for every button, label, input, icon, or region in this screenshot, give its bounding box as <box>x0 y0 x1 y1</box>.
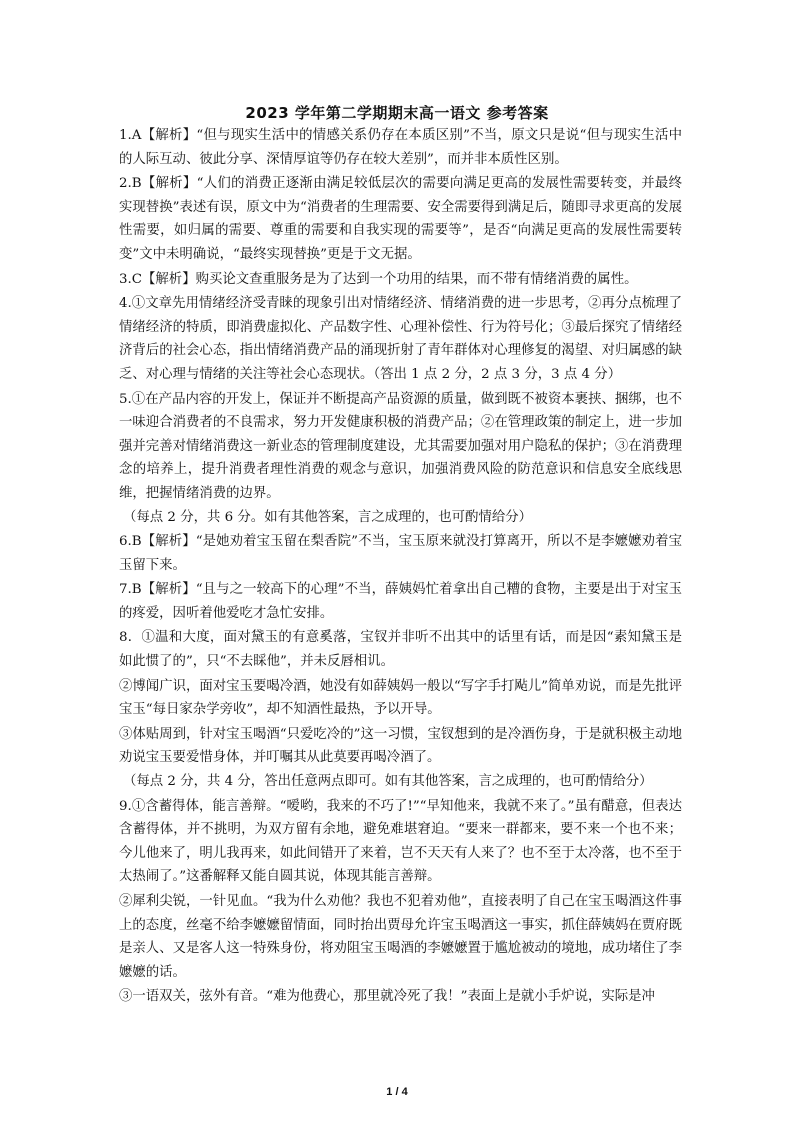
answer-paragraph-6: 6.B【解析】“是她劝着宝玉留在梨香院”不当，宝玉原来就没打算离开，所以不是李嬷嬷劝着宝玉留下来。 <box>119 534 682 573</box>
answer-paragraph-9-1: 9.①含蓄得体，能言善辩。“嗳哟，我来的不巧了!”“早知他来，我就不来了。”虽有醋意，但表达含蓄得体，并不挑明，为双方留有余地，避免难堪窘迫。“要来一群都来，要不来一个也不来；今儿他来了，明儿我再来，如此间错开了来着，岂不天天有人来了？也不至于太冷落，也不至于太热闹了。”这番解释又能自圆其说，体现其能言善辩。 <box>119 798 682 885</box>
scoring-note-8: （每点 2 分，共 4 分，答出任意两点即可。如有其他答案，言之成理的，也可酌情给分） <box>123 774 653 790</box>
answer-paragraph-4: 4.①文章先用情绪经济受青睐的现象引出对情绪经济、情绪消费的进一步思考，②再分点梳理了情绪经济的特质，即消费虚拟化、产品数字性、心理补偿性、行为符号化；③最后探究了情绪经济背后的社会心态，指出情绪消费产品的涌现折射了青年群体对心理修复的渴望、对归属感的缺乏、对心理与情绪的关注等社会心态现状。（答出 1 点 2 分，2 点 3 分，3 点 4 分） <box>119 296 682 382</box>
answer-paragraph-8-2: ②博闻广识，面对宝玉要喝冷酒，她没有如薛姨妈一般以“写字手打飐儿”简单劝说，而是先批评宝玉“每日家杂学旁收”，却不知酒性最热，予以开导。 <box>119 678 682 718</box>
answer-paragraph-5: 5.①在产品内容的开发上，保证并不断提高产品资源的质量，做到既不被资本裹挟、捆绑，也不一味迎合消费者的不良需求，努力开发健康积极的消费产品；②在管理政策的制定上，进一步加强并完善对情绪消费这一新业态的管理制度建设，尤其需要加强对用户隐私的保护；③在消费理念的培养上，提升消费者理性消费的观念与意识，加强消费风险的防范意识和信息安全底线思维，把握情绪消费的边界。 <box>119 391 682 501</box>
answer-paragraph-8-1: 8．①温和大度，面对黛玉的有意奚落，宝钗并非听不出其中的话里有话，而是因“素知黛玉是如此惯了的”，只“不去睬他”，并未反唇相讥。 <box>119 630 682 670</box>
page-number: 1 / 4 <box>386 1086 408 1098</box>
answer-paragraph-2: 2.B【解析】“人们的消费正逐渐由满足较低层次的需要向满足更高的发展性需要转变，并最终实现替换”表述有误，原文中为“消费者的生理需要、安全需要得到满足后，随即寻求更高的发展性需要，如归属的需要、尊重的需要和自我实现的需要等”，是否“向满足更高的发展性需要转变”文中未明确说，“最终实现替换”更是于文无据。 <box>119 176 682 262</box>
answer-paragraph-9-3: ③一语双关，弦外有音。“难为他费心，那里就冷死了我！”表面上是就小手炉说，实际是冲 <box>119 989 655 1005</box>
scoring-note-5: （每点 2 分，共 6 分。如有其他答案，言之成理的，也可酌情给分） <box>123 509 533 525</box>
document-title: 2023 学年第二学期期末高一语文 参考答案 <box>245 104 549 122</box>
answer-paragraph-3: 3.C【解析】购买论文查重服务是为了达到一个功用的结果，而不带有情绪消费的属性。 <box>119 271 638 287</box>
answer-paragraph-7: 7.B【解析】“且与之一较高下的心理”不当，薛姨妈忙着拿出自己糟的食物，主要是出于对宝玉的疼爱，因听着他爱吃才急忙安排。 <box>119 582 682 621</box>
answer-paragraph-1: 1.A【解析】“但与现实生活中的情感关系仍存在本质区别”不当，原文只是说“但与现实生活中的人际互动、彼此分享、深情厚谊等仍存在较大差别”，而并非本质性区别。 <box>119 128 682 167</box>
answer-paragraph-9-2: ②犀利尖锐，一针见血。“我为什么劝他？我也不犯着劝他”，直接表明了自己在宝玉喝酒这件事上的态度，丝毫不给李嬷嬷留情面，同时抬出贾母允许宝玉喝酒这一事实，抓住薛姨妈在贾府既是亲人、又是客人这一特殊身份，将劝阻宝玉喝酒的李嬷嬷置于尴尬被动的境地，成功堵住了李嬷嬷的话。 <box>119 894 682 980</box>
answer-body <box>119 124 682 1009</box>
answer-paragraph-8-3: ③体贴周到，针对宝玉喝酒“只爱吃冷的”这一习惯，宝钗想到的是冷酒伤身，于是就积极主动地劝说宝玉要爱惜身体，并叮嘱其从此莫要再喝冷酒了。 <box>119 726 682 766</box>
